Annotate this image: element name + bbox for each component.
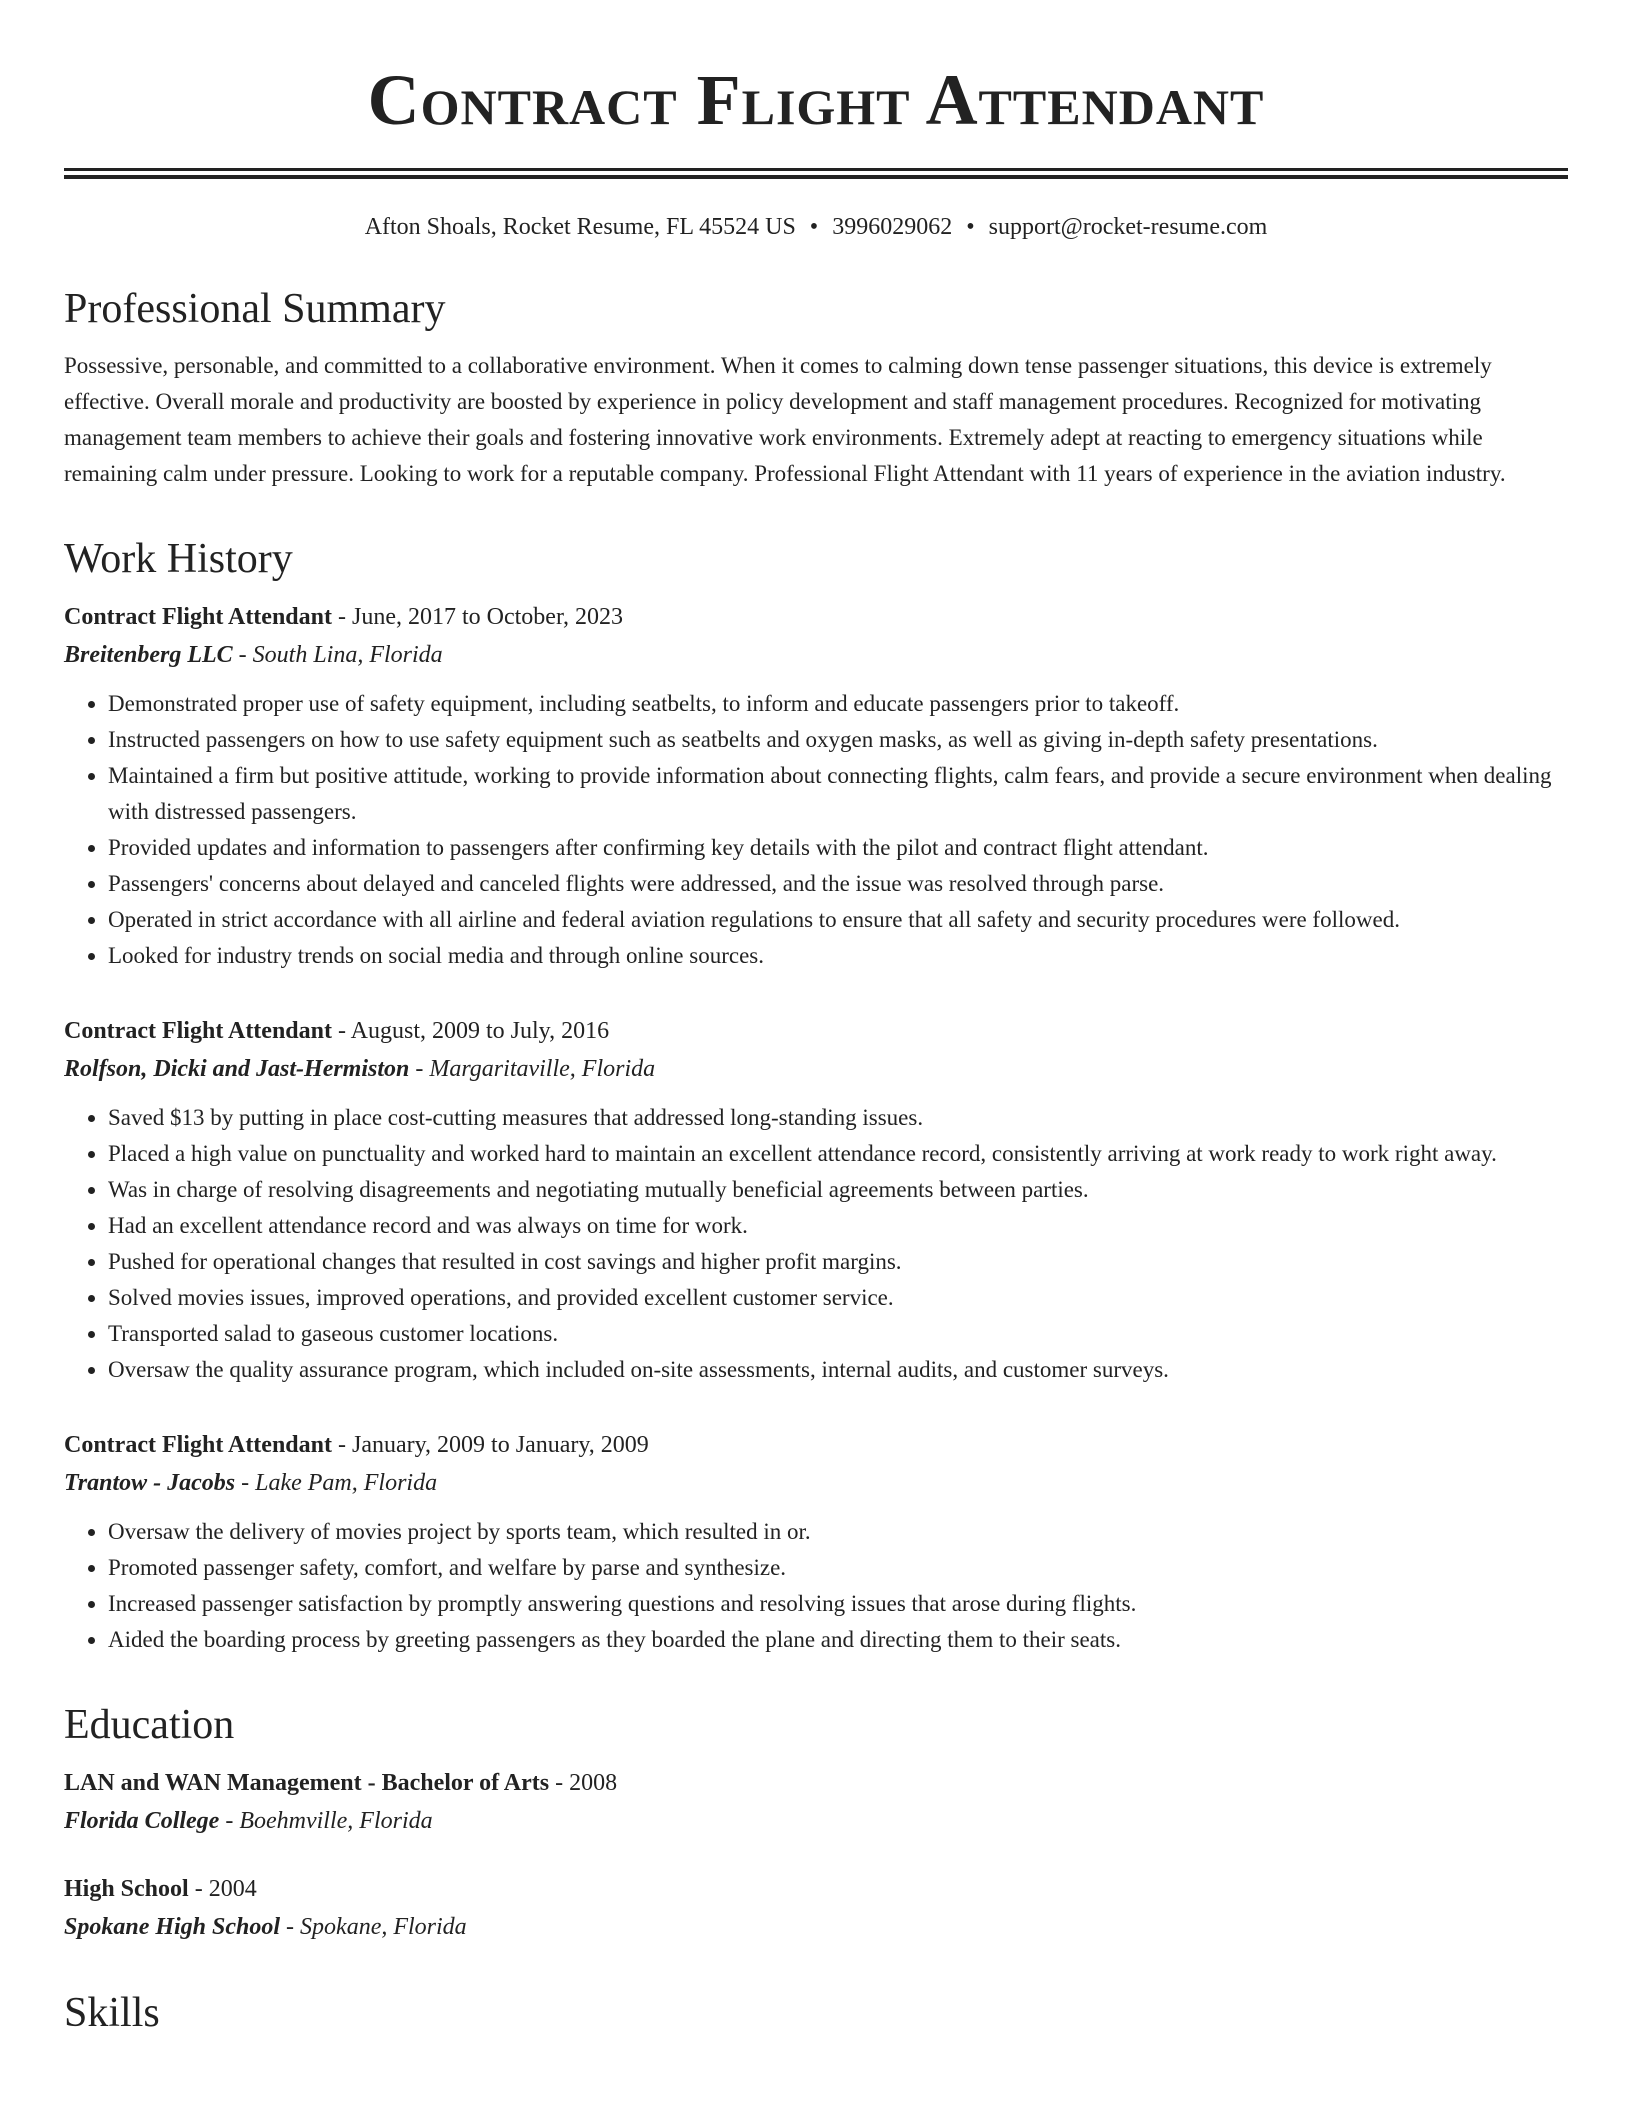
job-bullet: • Saved $13 by putting in place cost-cutting measures that addressed long-standing issues.	[108, 1100, 1568, 1136]
header-divider	[64, 168, 1568, 179]
job-organization	[64, 636, 1568, 674]
job-location: - Lake Pam, Florida	[235, 1469, 438, 1496]
education-degree: LAN and WAN Management - Bachelor of Arts	[64, 1769, 550, 1796]
contact-email: support@rocket-resume.com	[988, 214, 1268, 240]
job-bullet: • Had an excellent attendance record and was always on time for work.	[108, 1208, 1568, 1244]
contact-address: Afton Shoals, Rocket Resume, FL 45524 US	[364, 214, 796, 240]
job-bullet: • Demonstrated proper use of safety equipment, including seatbelts, to inform and educate passengers prior to takeoff.	[108, 686, 1568, 722]
job-location: - South Lina, Florida	[232, 641, 443, 668]
job-bullet: • Passengers' concerns about delayed and canceled flights were addressed, and the issue was resolved through parse.	[108, 866, 1568, 902]
job-bullet: • Was in charge of resolving disagreements and negotiating mutually beneficial agreements between parties.	[108, 1172, 1568, 1208]
job-bullet: • Placed a high value on punctuality and worked hard to maintain an excellent attendance record, consistently arriving at work ready to work right away.	[108, 1136, 1568, 1172]
job-bullets	[64, 1514, 1568, 1658]
job-organization	[64, 1464, 1568, 1502]
education-location: - Spokane, Florida	[280, 1913, 467, 1940]
education-school: Florida College	[64, 1807, 220, 1834]
job-bullet: • Pushed for operational changes that resulted in cost savings and higher profit margins.	[108, 1244, 1568, 1280]
contact-separator: •	[809, 214, 819, 240]
summary-text: Possessive, personable, and committed to a collaborative environment. When it comes to calming down tense passenger situations, this device is extremely effective. Overall morale and productivity are boosted by experience in policy development and staff management procedures. Recognized for motivating management team members to achieve their goals and fostering innovative work environments. Extremely adept at reacting to emergency situations while remaining calm under pressure. Looking to work for a reputable company. Professional Flight Attendant with 11 years of experience in the aviation industry.	[64, 352, 1506, 486]
education-school-line	[64, 1908, 1568, 1946]
job-bullet: • Maintained a firm but positive attitude, working to provide information about connecting flights, calm fears, and provide a secure environment when dealing with distressed passengers.	[108, 758, 1568, 830]
job-dates: - August, 2009 to July, 2016	[331, 1017, 610, 1044]
job-bullet: • Solved movies issues, improved operations, and provided excellent customer service.	[108, 1280, 1568, 1316]
job-bullets	[64, 686, 1568, 974]
job-heading	[64, 1426, 1568, 1464]
education-entry	[64, 1870, 1568, 1946]
job-bullet: • Operated in strict accordance with all airline and federal aviation regulations to ensure that all safety and security procedures were followed.	[108, 902, 1568, 938]
job-company: Trantow - Jacobs	[64, 1469, 236, 1496]
job-company: Breitenberg LLC	[64, 641, 233, 668]
job-organization	[64, 1050, 1568, 1088]
job-bullet: • Transported salad to gaseous customer locations.	[108, 1316, 1568, 1352]
job-bullet: • Looked for industry trends on social media and through online sources.	[108, 938, 1568, 974]
job-bullet: • Oversaw the quality assurance program, which included on-site assessments, internal audits, and customer surveys.	[108, 1352, 1568, 1388]
job-bullet: • Provided updates and information to passengers after confirming key details with the pilot and contract flight attendant.	[108, 830, 1568, 866]
job-bullet: • Promoted passenger safety, comfort, and welfare by parse and synthesize.	[108, 1550, 1568, 1586]
job-entry	[64, 1012, 1568, 1388]
education-heading	[64, 1870, 1568, 1908]
job-heading	[64, 598, 1568, 636]
education-location: - Boehmville, Florida	[219, 1807, 433, 1834]
job-role: Contract Flight Attendant	[64, 603, 332, 630]
job-bullet: • Oversaw the delivery of movies project by sports team, which resulted in or.	[108, 1514, 1568, 1550]
job-entry	[64, 598, 1568, 974]
job-dates: - June, 2017 to October, 2023	[331, 603, 623, 630]
job-bullet: • Increased passenger satisfaction by promptly answering questions and resolving issues that arose during flights.	[108, 1586, 1568, 1622]
job-company: Rolfson, Dicki and Jast-Hermiston	[64, 1055, 410, 1082]
job-location: - Margaritaville, Florida	[409, 1055, 656, 1082]
education-entry	[64, 1764, 1568, 1840]
job-role: Contract Flight Attendant	[64, 1017, 332, 1044]
section-title-education: Education	[64, 1701, 235, 1748]
education-school-line	[64, 1802, 1568, 1840]
education-school: Spokane High School	[64, 1913, 281, 1940]
education-year: - 2008	[549, 1769, 618, 1796]
education-heading	[64, 1764, 1568, 1802]
job-bullet: • Aided the boarding process by greeting passengers as they boarded the plane and directing them to their seats.	[108, 1622, 1568, 1658]
education-year: - 2004	[188, 1875, 257, 1902]
section-title-work-history: Work History	[64, 535, 293, 582]
section-title-skills: Skills	[64, 1989, 160, 2036]
education-degree: High School	[64, 1875, 189, 1902]
contact-line	[64, 213, 1568, 242]
job-role: Contract Flight Attendant	[64, 1431, 332, 1458]
contact-separator: •	[966, 214, 975, 240]
job-bullets	[64, 1100, 1568, 1388]
resume-name: Contract Flight Attendant	[367, 60, 1265, 140]
section-title-summary: Professional Summary	[64, 285, 446, 332]
job-heading	[64, 1012, 1568, 1050]
job-bullet: • Instructed passengers on how to use safety equipment such as seatbelts and oxygen masks, as well as giving in-depth safety presentations.	[108, 722, 1568, 758]
job-entry	[64, 1426, 1568, 1658]
job-dates: - January, 2009 to January, 2009	[331, 1431, 649, 1458]
contact-phone: 3996029062	[832, 214, 953, 240]
